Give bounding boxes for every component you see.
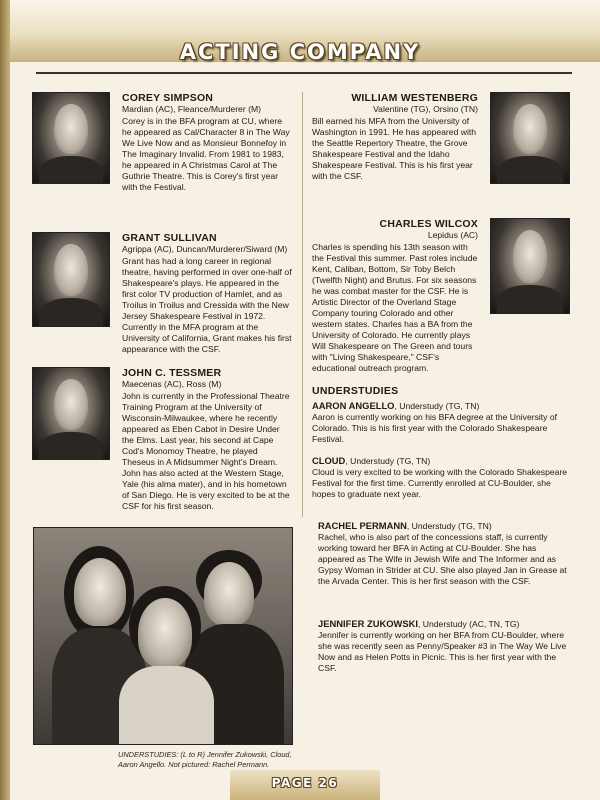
headshot-john-tessmer: [32, 367, 110, 460]
column-divider: [302, 92, 303, 517]
understudy-bio: Jennifer is currently working on her BFA from CU-Boulder, where she was recently seen as Penny/Speaker #3 in The Way We Live Now and as Helen Potts in Picnic. This is her first year with the CSF.: [318, 630, 567, 673]
actor-bio: Grant has had a long career in regional theatre, having performed in over one-half of Shakespeare's plays. He appeared in the first color TV production of Hamlet, and as Troilus in Troilus and Cressida with the New Jersey Shakespeare Festival in 1972. Currently in the MFA program at the University of California, Grant makes his first appearance with the CSF.: [122, 256, 292, 354]
bio-charles-wilcox: [312, 218, 478, 374]
headshot-william-westenberg: [490, 92, 570, 184]
understudy-name: CLOUD: [312, 455, 346, 466]
understudy-name: RACHEL PERMANN: [318, 520, 407, 531]
actor-name: WILLIAM WESTENBERG: [351, 92, 478, 104]
header-rule: [36, 72, 572, 74]
bio-corey-simpson: [122, 92, 292, 193]
page-edge: [0, 0, 10, 800]
page-number: PAGE 26: [271, 776, 339, 790]
actor-bio: Charles is spending his 13th season with the Festival this summer. Past roles include Kent, Caliban, Bottom, Sir Toby Belch (Twelfth Night) and Brutus. For six seasons he was combat master for the CSF. He is Artistic Director of the Overland Stage Company touring Colorado and other western states. Charles has a BA from the University of Colorado. He currently plays Will Shakespeare on The Green and tours with "Living Shakespeare," CSF's educational outreach program.: [312, 242, 478, 373]
headshot-charles-wilcox: [490, 218, 570, 314]
understudy-role: , Understudy (TG, TN): [345, 456, 431, 466]
understudy-role: , Understudy (AC, TN, TG): [418, 619, 520, 629]
photo-caption: UNDERSTUDIES: (L to R) Jennifer Zukowski, Cloud, Aaron Angello. Not pictured: Rachel Permann.: [118, 750, 292, 769]
understudy-role: , Understudy (TG, TN): [394, 401, 480, 411]
headshot-grant-sullivan: [32, 232, 110, 327]
understudy-rachel-permann: [318, 520, 570, 587]
understudy-aaron-angello: [312, 400, 570, 445]
actor-bio: Bill earned his MFA from the University of Washington in 1991. He has appeared with the Seattle Repertory Theatre, the Grove Shakespeare Festival and the Idaho Shakespeare Festival. This is his first year with the CSF.: [312, 116, 477, 181]
actor-bio: John is currently in the Professional Theatre Training Program at the University of Wisconsin-Milwaukee, where he recently appeared as Eben Cabot in Desire Under the Elms. Last year, his second at Cape Cod's Monomoy Theatre, he played Theseus in A Midsummer Night's Dream. John has also acted at the Western Stage, Yale (his alma mater), and in his hometown of San Diego. He is very excited to be at the CSF for his first season.: [122, 391, 290, 511]
actor-name: JOHN C. TESSMER: [122, 367, 222, 379]
understudy-name: AARON ANGELLO: [312, 400, 395, 411]
actor-role: Agrippa (AC), Duncan/Murderer/Siward (M): [122, 244, 288, 254]
bio-grant-sullivan: [122, 232, 292, 355]
actor-name: CHARLES WILCOX: [379, 218, 478, 230]
actor-role: Lepidus (AC): [427, 230, 478, 240]
actor-role: Mardian (AC), Fleance/Murderer (M): [122, 104, 261, 114]
understudy-name: JENNIFER ZUKOWSKI: [318, 618, 419, 629]
understudy-bio: Cloud is very excited to be working with the Colorado Shakespeare Festival for the first time. Currently enrolled at CU-Boulder, she hopes to graduate next year.: [312, 467, 568, 499]
understudies-heading: UNDERSTUDIES: [312, 385, 399, 397]
understudy-bio: Aaron is currently working on his BFA degree at the University of Colorado. This is his first year with the Colorado Shakespeare Festival.: [312, 412, 558, 444]
understudies-group-photo: [33, 527, 293, 745]
understudy-cloud: [312, 455, 570, 500]
actor-role: Maecenas (AC), Ross (M): [122, 379, 222, 389]
bio-william-westenberg: [312, 92, 478, 182]
understudy-bio: Rachel, who is also part of the concessions staff, is currently working toward her BFA in Acting at CU-Boulder. She has appeared as The Wife in Jewish Wife and The Informer and as Gypsy Woman in Strider at CU. She also played Jan in Grease at the Arvada Center. This is her first season with the CSF.: [318, 532, 567, 586]
understudy-role: , Understudy (TG, TN): [406, 521, 492, 531]
headshot-corey-simpson: [32, 92, 110, 184]
actor-bio: Corey is in the BFA program at CU, where he appeared as Cal/Character 8 in The Way We Live Now and as Monsieur Bonnefoy in The Imaginary Invalid. From 1981 to 1983, he appeared in A Christmas Carol at The Guthrie Theatre. This is Corey's first year with the Festival.: [122, 116, 290, 192]
page-title: ACTING COMPANY: [179, 40, 421, 64]
actor-name: GRANT SULLIVAN: [122, 232, 217, 244]
actor-name: COREY SIMPSON: [122, 92, 214, 104]
bio-john-tessmer: [122, 367, 292, 512]
actor-role: Valentine (TG), Orsino (TN): [373, 104, 478, 114]
understudy-jennifer-zukowski: [318, 618, 570, 674]
